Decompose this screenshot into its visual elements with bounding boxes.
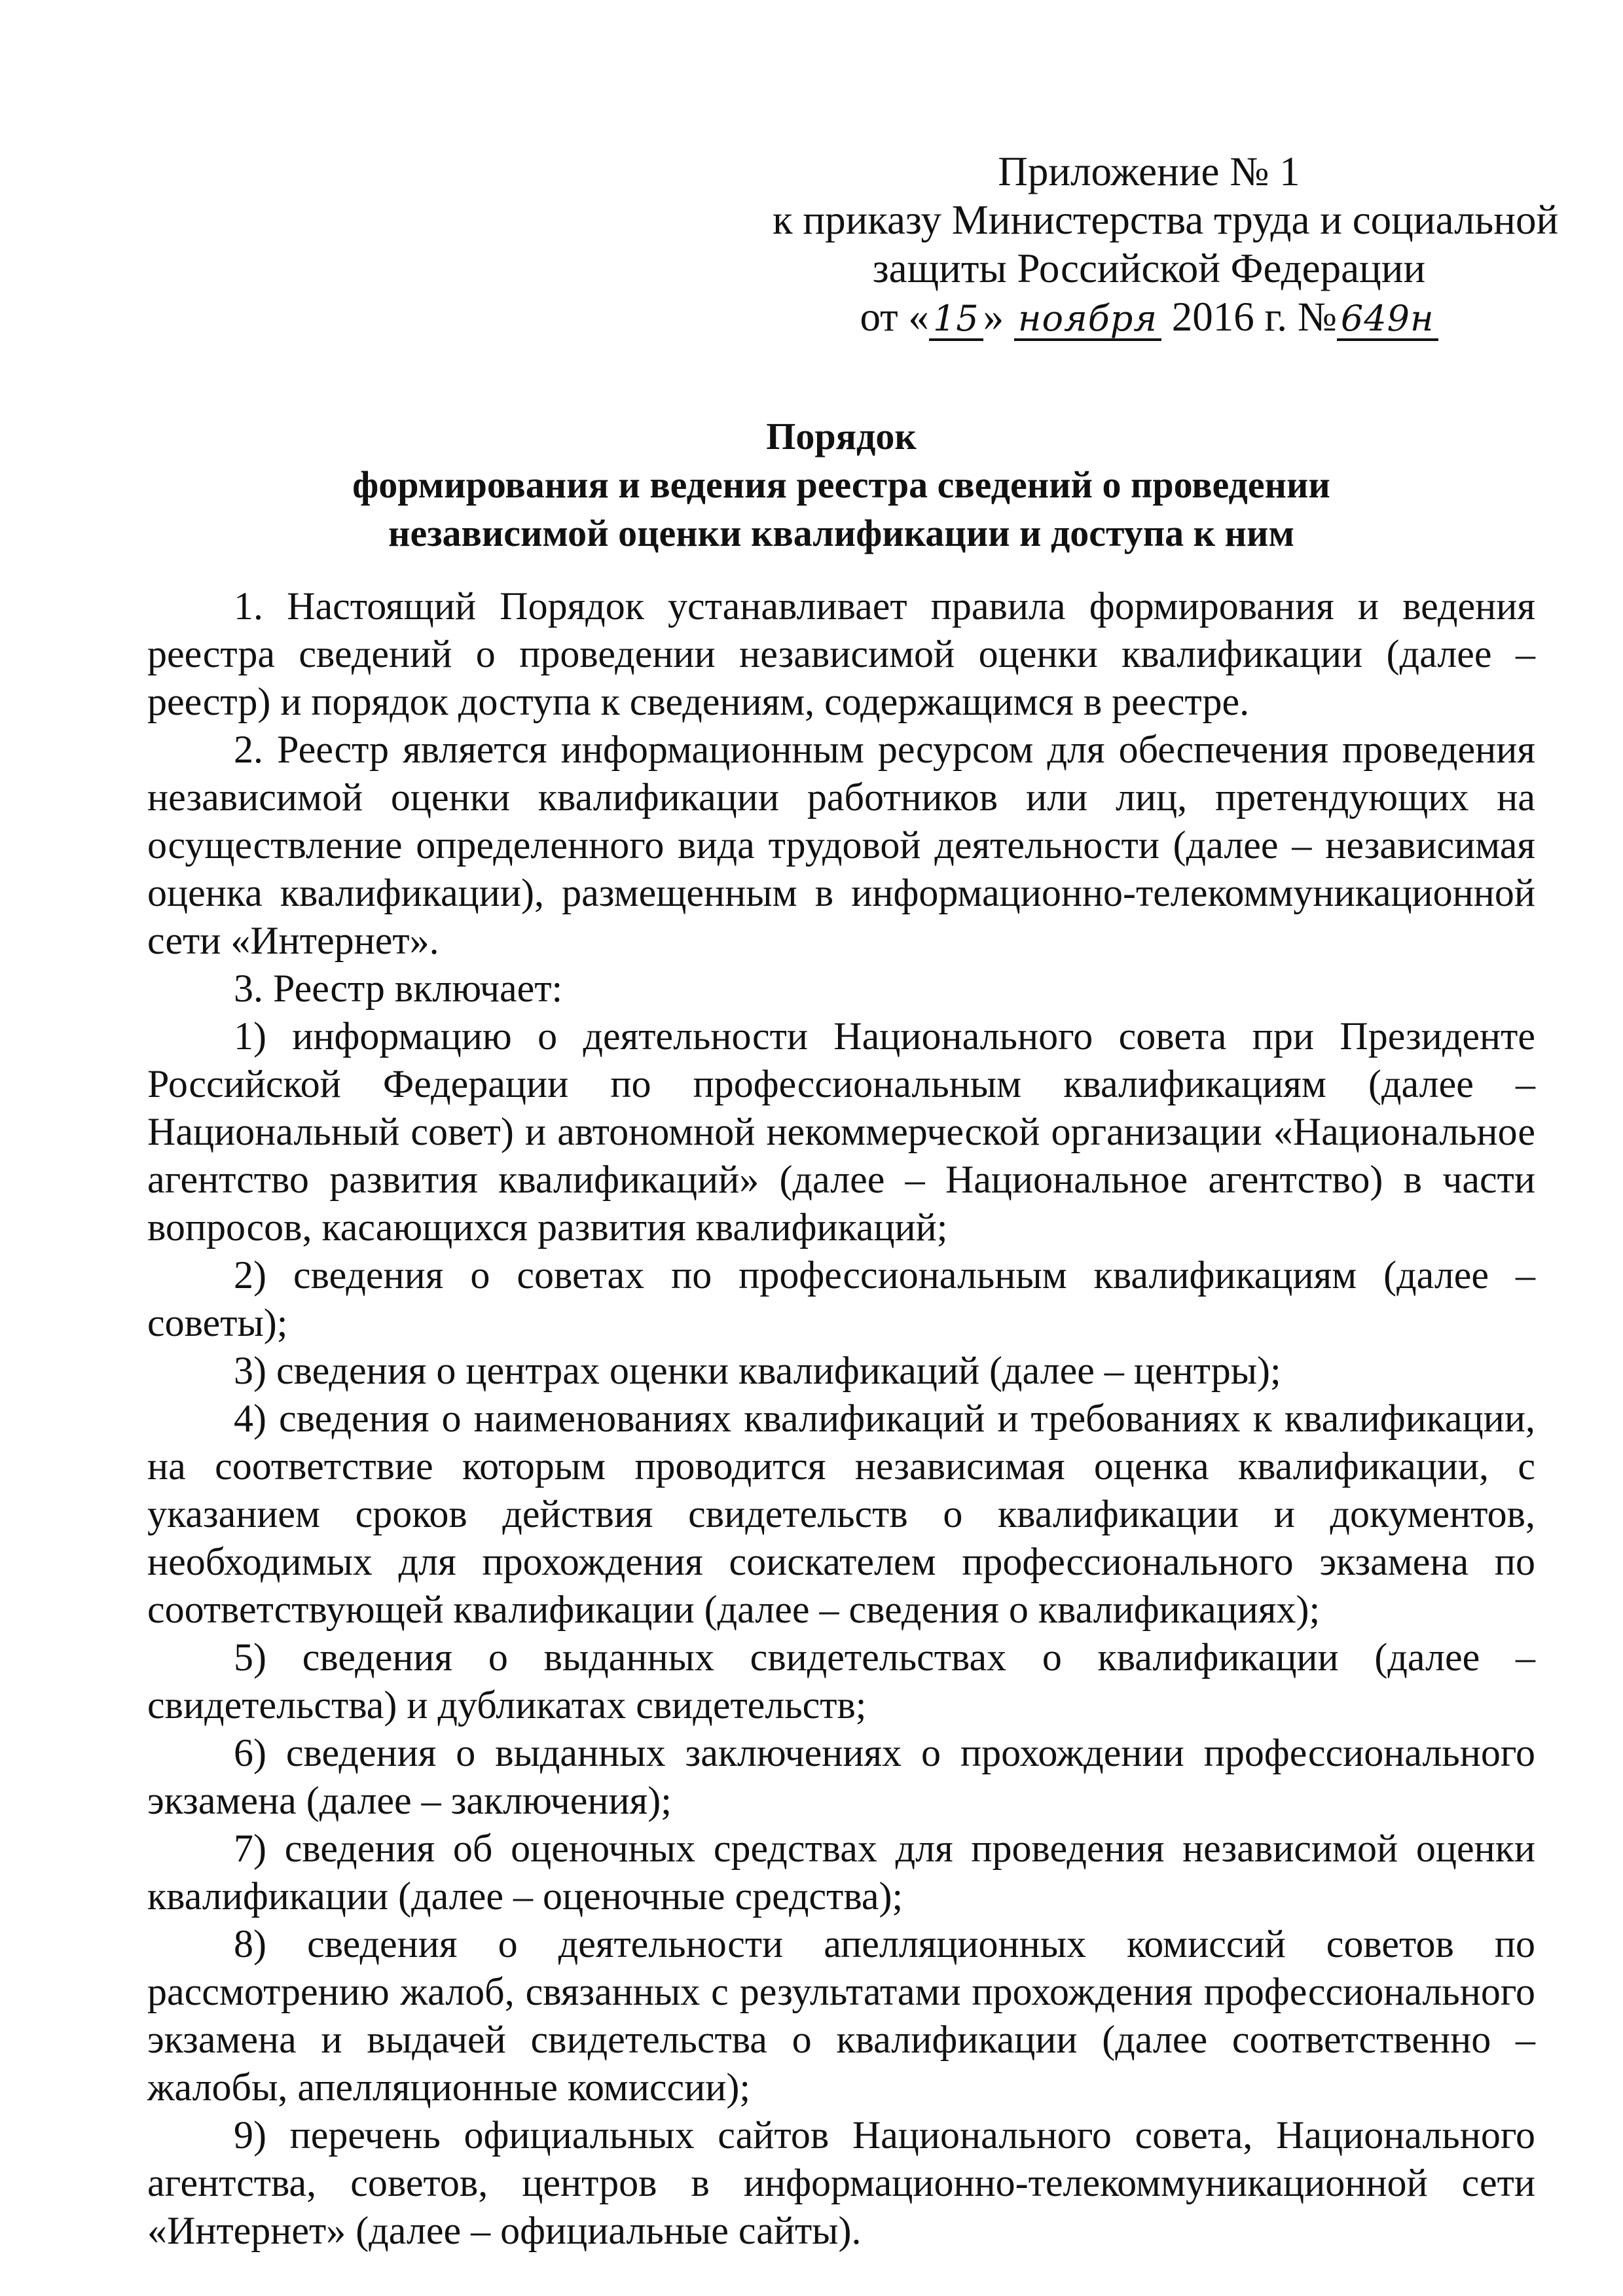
date-mid: » bbox=[983, 294, 1004, 340]
list-item-9: 9) перечень официальных сайтов Национального совета, Национального агентства, советов, центров в информационно-телекоммуникационной сети «Интернет» (далее – официальные сайты). bbox=[147, 2113, 1535, 2252]
title-line-3: независимой оценки квалификации и доступа к ним bbox=[388, 512, 1294, 554]
title-line-1: Порядок bbox=[766, 415, 917, 457]
order-reference: к приказу Министерства труда и социальной bbox=[773, 197, 1559, 243]
document-title bbox=[147, 412, 1535, 558]
handwritten-month: ноября bbox=[1014, 299, 1161, 341]
handwritten-order-number: 649н bbox=[1337, 299, 1438, 341]
appendix-header bbox=[773, 147, 1559, 341]
list-item-8: 8) сведения о деятельности апелляционных комиссий советов по рассмотрению жалоб, связанных с результатами прохождения профессионального экзамена и выдачей свидетельства о квалификации (далее соответственно – жалобы, апелляционные комиссии); bbox=[147, 1922, 1535, 2109]
list-item-6: 6) сведения о выданных заключениях о прохождении профессионального экзамена (далее – заключения); bbox=[147, 1731, 1535, 1822]
paragraph-1: 1. Настоящий Порядок устанавливает правила формирования и ведения реестра сведений о проведении независимой оценки квалификации (далее – реестр) и порядок доступа к сведениям, содержащимся в реестре. bbox=[147, 584, 1535, 723]
paragraph-3: 3. Реестр включает: bbox=[234, 967, 563, 1010]
date-prefix: от « bbox=[860, 294, 929, 340]
list-item-1: 1) информацию о деятельности Национального совета при Президенте Российской Федерации по профессиональным квалификациям (далее – Национальный совет) и автономной некоммерческой организации «Национальное агентство развития квалификаций» (далее – Национальное агентство) в части вопросов, касающихся развития квалификаций; bbox=[147, 1014, 1535, 1249]
date-year: 2016 г. № bbox=[1171, 294, 1337, 340]
ministry-name: защиты Российской Федерации bbox=[872, 245, 1426, 291]
list-item-5: 5) сведения о выданных свидетельствах о квалификации (далее – свидетельства) и дубликатах свидетельств; bbox=[147, 1636, 1535, 1727]
handwritten-day: 15 bbox=[929, 299, 983, 341]
appendix-number: Приложение № 1 bbox=[998, 149, 1300, 194]
paragraph-2: 2. Реестр является информационным ресурсом для обеспечения проведения независимой оценки квалификации работников или лиц, претендующих на осуществление определенного вида трудовой деятельности (далее – независимая оценка квалификации), размещенным в информационно-телекоммуникационной сети «Интернет». bbox=[147, 728, 1535, 962]
document-body bbox=[147, 583, 1535, 2255]
list-item-2: 2) сведения о советах по профессиональным квалификациям (далее – советы); bbox=[147, 1253, 1535, 1344]
list-item-3: 3) сведения о центрах оценки квалификаций (далее – центры); bbox=[234, 1349, 1281, 1392]
title-line-2: формирования и ведения реестра сведений о проведении bbox=[352, 463, 1330, 506]
list-item-7: 7) сведения об оценочных средствах для проведения независимой оценки квалификации (далее – оценочные средства); bbox=[147, 1827, 1535, 1918]
list-item-4: 4) сведения о наименованиях квалификаций и требованиях к квалификации, на соответствие которым проводится независимая оценка квалификации, с указанием сроков действия свидетельств о квалификации и документов, необходимых для прохождения соискателем профессионального экзамена по соответствующей квалификации (далее – сведения о квалификациях); bbox=[147, 1397, 1535, 1631]
order-date-line bbox=[773, 293, 1525, 341]
